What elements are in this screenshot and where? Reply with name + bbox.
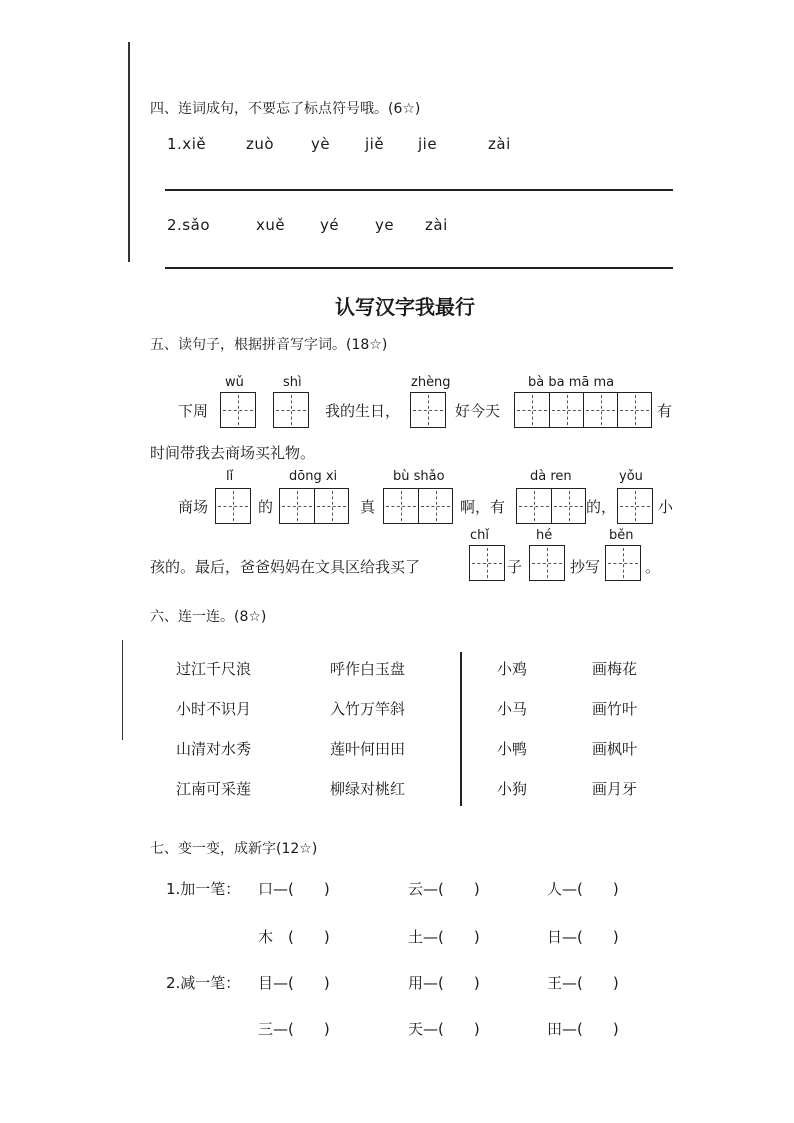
q7-sub-item[interactable]: 天—( ) (408, 1020, 480, 1038)
q4-answer-line-2[interactable] (165, 267, 673, 269)
q7-add-item[interactable]: 口—( ) (258, 880, 330, 898)
q7-heading: 七、变一变，成新字(12☆) (150, 841, 318, 857)
q5-r3-text-a: 商场 (178, 498, 209, 516)
q5-r3-box-3[interactable] (383, 488, 453, 524)
q4-line2-w3: ye (375, 216, 395, 234)
q5-r1-pinyin-2: shì (283, 375, 302, 390)
q5-r1-box-2[interactable] (273, 392, 309, 428)
q4-answer-line-1[interactable] (165, 189, 673, 191)
q5-r4-pinyin-3: běn (609, 528, 634, 543)
q4-line1-w4: jie (418, 135, 438, 153)
q5-r4-text-c: 抄写 (570, 558, 601, 576)
q6-col4-item[interactable]: 画枫叶 (592, 740, 638, 758)
q5-r4-box-3[interactable] (605, 545, 641, 581)
q6-col3-item[interactable]: 小马 (497, 700, 528, 718)
q4-heading: 四、连词成句，不要忘了标点符号哦。(6☆) (150, 101, 421, 117)
q5-r3-box-1[interactable] (215, 488, 251, 524)
q5-r3-pinyin-2: dōng xi (289, 469, 338, 484)
q6-col3-item[interactable]: 小鸡 (497, 660, 528, 678)
q5-r3-box-5[interactable] (617, 488, 653, 524)
q4-line1-w5: zài (488, 135, 511, 153)
q5-r3-text-f: 小 (658, 498, 674, 516)
q7-add-item[interactable]: 人—( ) (547, 880, 619, 898)
q7-sub-item[interactable]: 目—( ) (258, 974, 330, 992)
q5-r1-box-4[interactable] (514, 392, 652, 428)
q7-sub-item[interactable]: 三—( ) (258, 1020, 330, 1038)
margin-line-bottom (122, 640, 123, 740)
q5-r4-text-b: 子 (507, 558, 523, 576)
q4-line2-w0: 2.sǎo (167, 216, 210, 234)
q4-line1-w1: zuò (246, 135, 275, 153)
q6-col4-item[interactable]: 画月牙 (592, 780, 638, 798)
section-title: 认写汉字我最行 (335, 295, 475, 319)
q5-r3-pinyin-4: dà ren (530, 469, 572, 484)
q6-divider (460, 652, 462, 806)
q5-r3-box-4[interactable] (516, 488, 586, 524)
q6-col1-item[interactable]: 小时不识月 (176, 700, 252, 718)
q6-col3-item[interactable]: 小鸭 (497, 740, 528, 758)
q5-r1-text-d: 有 (657, 402, 673, 420)
q7-add-item[interactable]: 日—( ) (547, 928, 619, 946)
q5-r4-pinyin-1: chǐ (470, 528, 489, 543)
q5-r4-box-2[interactable] (529, 545, 565, 581)
q7-add-item[interactable]: 木 ( ) (258, 928, 330, 946)
q7-add-item[interactable]: 云—( ) (408, 880, 480, 898)
q5-r3-text-b: 的 (258, 498, 274, 516)
q5-r1-box-1[interactable] (220, 392, 256, 428)
q5-heading: 五、读句子，根据拼音写字词。(18☆) (150, 337, 388, 353)
q4-line2-w4: zài (425, 216, 448, 234)
q7-sub-item[interactable]: 田—( ) (547, 1020, 619, 1038)
q6-col2-item[interactable]: 莲叶何田田 (330, 740, 406, 758)
q5-r3-box-2[interactable] (279, 488, 349, 524)
q5-r4-box-1[interactable] (469, 545, 505, 581)
q5-r3-text-c: 真 (360, 498, 376, 516)
q4-line1-w0: 1.xiě (167, 135, 207, 153)
margin-line-top (128, 42, 130, 262)
q4-line1-w2: yè (311, 135, 331, 153)
q7-sub-item[interactable]: 用—( ) (408, 974, 480, 992)
q5-r1-pinyin-3: zhèng (411, 375, 451, 390)
q5-r3-pinyin-3: bù shǎo (393, 469, 445, 484)
q6-heading: 六、连一连。(8☆) (150, 609, 267, 625)
q7-add-item[interactable]: 土—( ) (408, 928, 480, 946)
q6-col1-item[interactable]: 山清对水秀 (176, 740, 252, 758)
q6-col3-item[interactable]: 小狗 (497, 780, 528, 798)
q5-r4-text-a: 孩的。最后，爸爸妈妈在文具区给我买了 (150, 558, 421, 576)
q5-r1-text-c: 好今天 (455, 402, 501, 420)
q4-line2-w1: xuě (256, 216, 286, 234)
q6-col2-item[interactable]: 呼作白玉盘 (330, 660, 406, 678)
q5-r4-pinyin-2: hé (536, 528, 553, 543)
q7-sub-label: 2.减一笔： (166, 974, 241, 992)
q5-r1-pinyin-1: wǔ (225, 375, 244, 390)
q4-line1-w3: jiě (365, 135, 385, 153)
q6-col1-item[interactable]: 过江千尺浪 (176, 660, 252, 678)
q5-r3-text-d: 啊，有 (460, 498, 506, 516)
q5-r1-text-b: 我的生日， (325, 402, 401, 420)
q6-col4-item[interactable]: 画梅花 (592, 660, 638, 678)
q5-r1-pinyin-4: bà ba mā ma (528, 375, 615, 390)
q5-r1-box-3[interactable] (410, 392, 446, 428)
q6-col2-item[interactable]: 柳绿对桃红 (330, 780, 406, 798)
q5-r3-text-e: 的， (586, 498, 617, 516)
q6-col2-item[interactable]: 入竹万竿斜 (330, 700, 406, 718)
q5-r1-text-a: 下周 (178, 402, 209, 420)
q7-add-label: 1.加一笔： (166, 880, 241, 898)
q5-r2-text: 时间带我去商场买礼物。 (150, 444, 316, 462)
q4-line2-w2: yé (320, 216, 340, 234)
q5-r3-pinyin-5: yǒu (619, 469, 643, 484)
q6-col1-item[interactable]: 江南可采莲 (176, 780, 252, 798)
q6-col4-item[interactable]: 画竹叶 (592, 700, 638, 718)
q7-sub-item[interactable]: 王—( ) (547, 974, 619, 992)
q5-r3-pinyin-1: lǐ (226, 469, 234, 484)
q5-r4-text-d: 。 (645, 558, 661, 576)
